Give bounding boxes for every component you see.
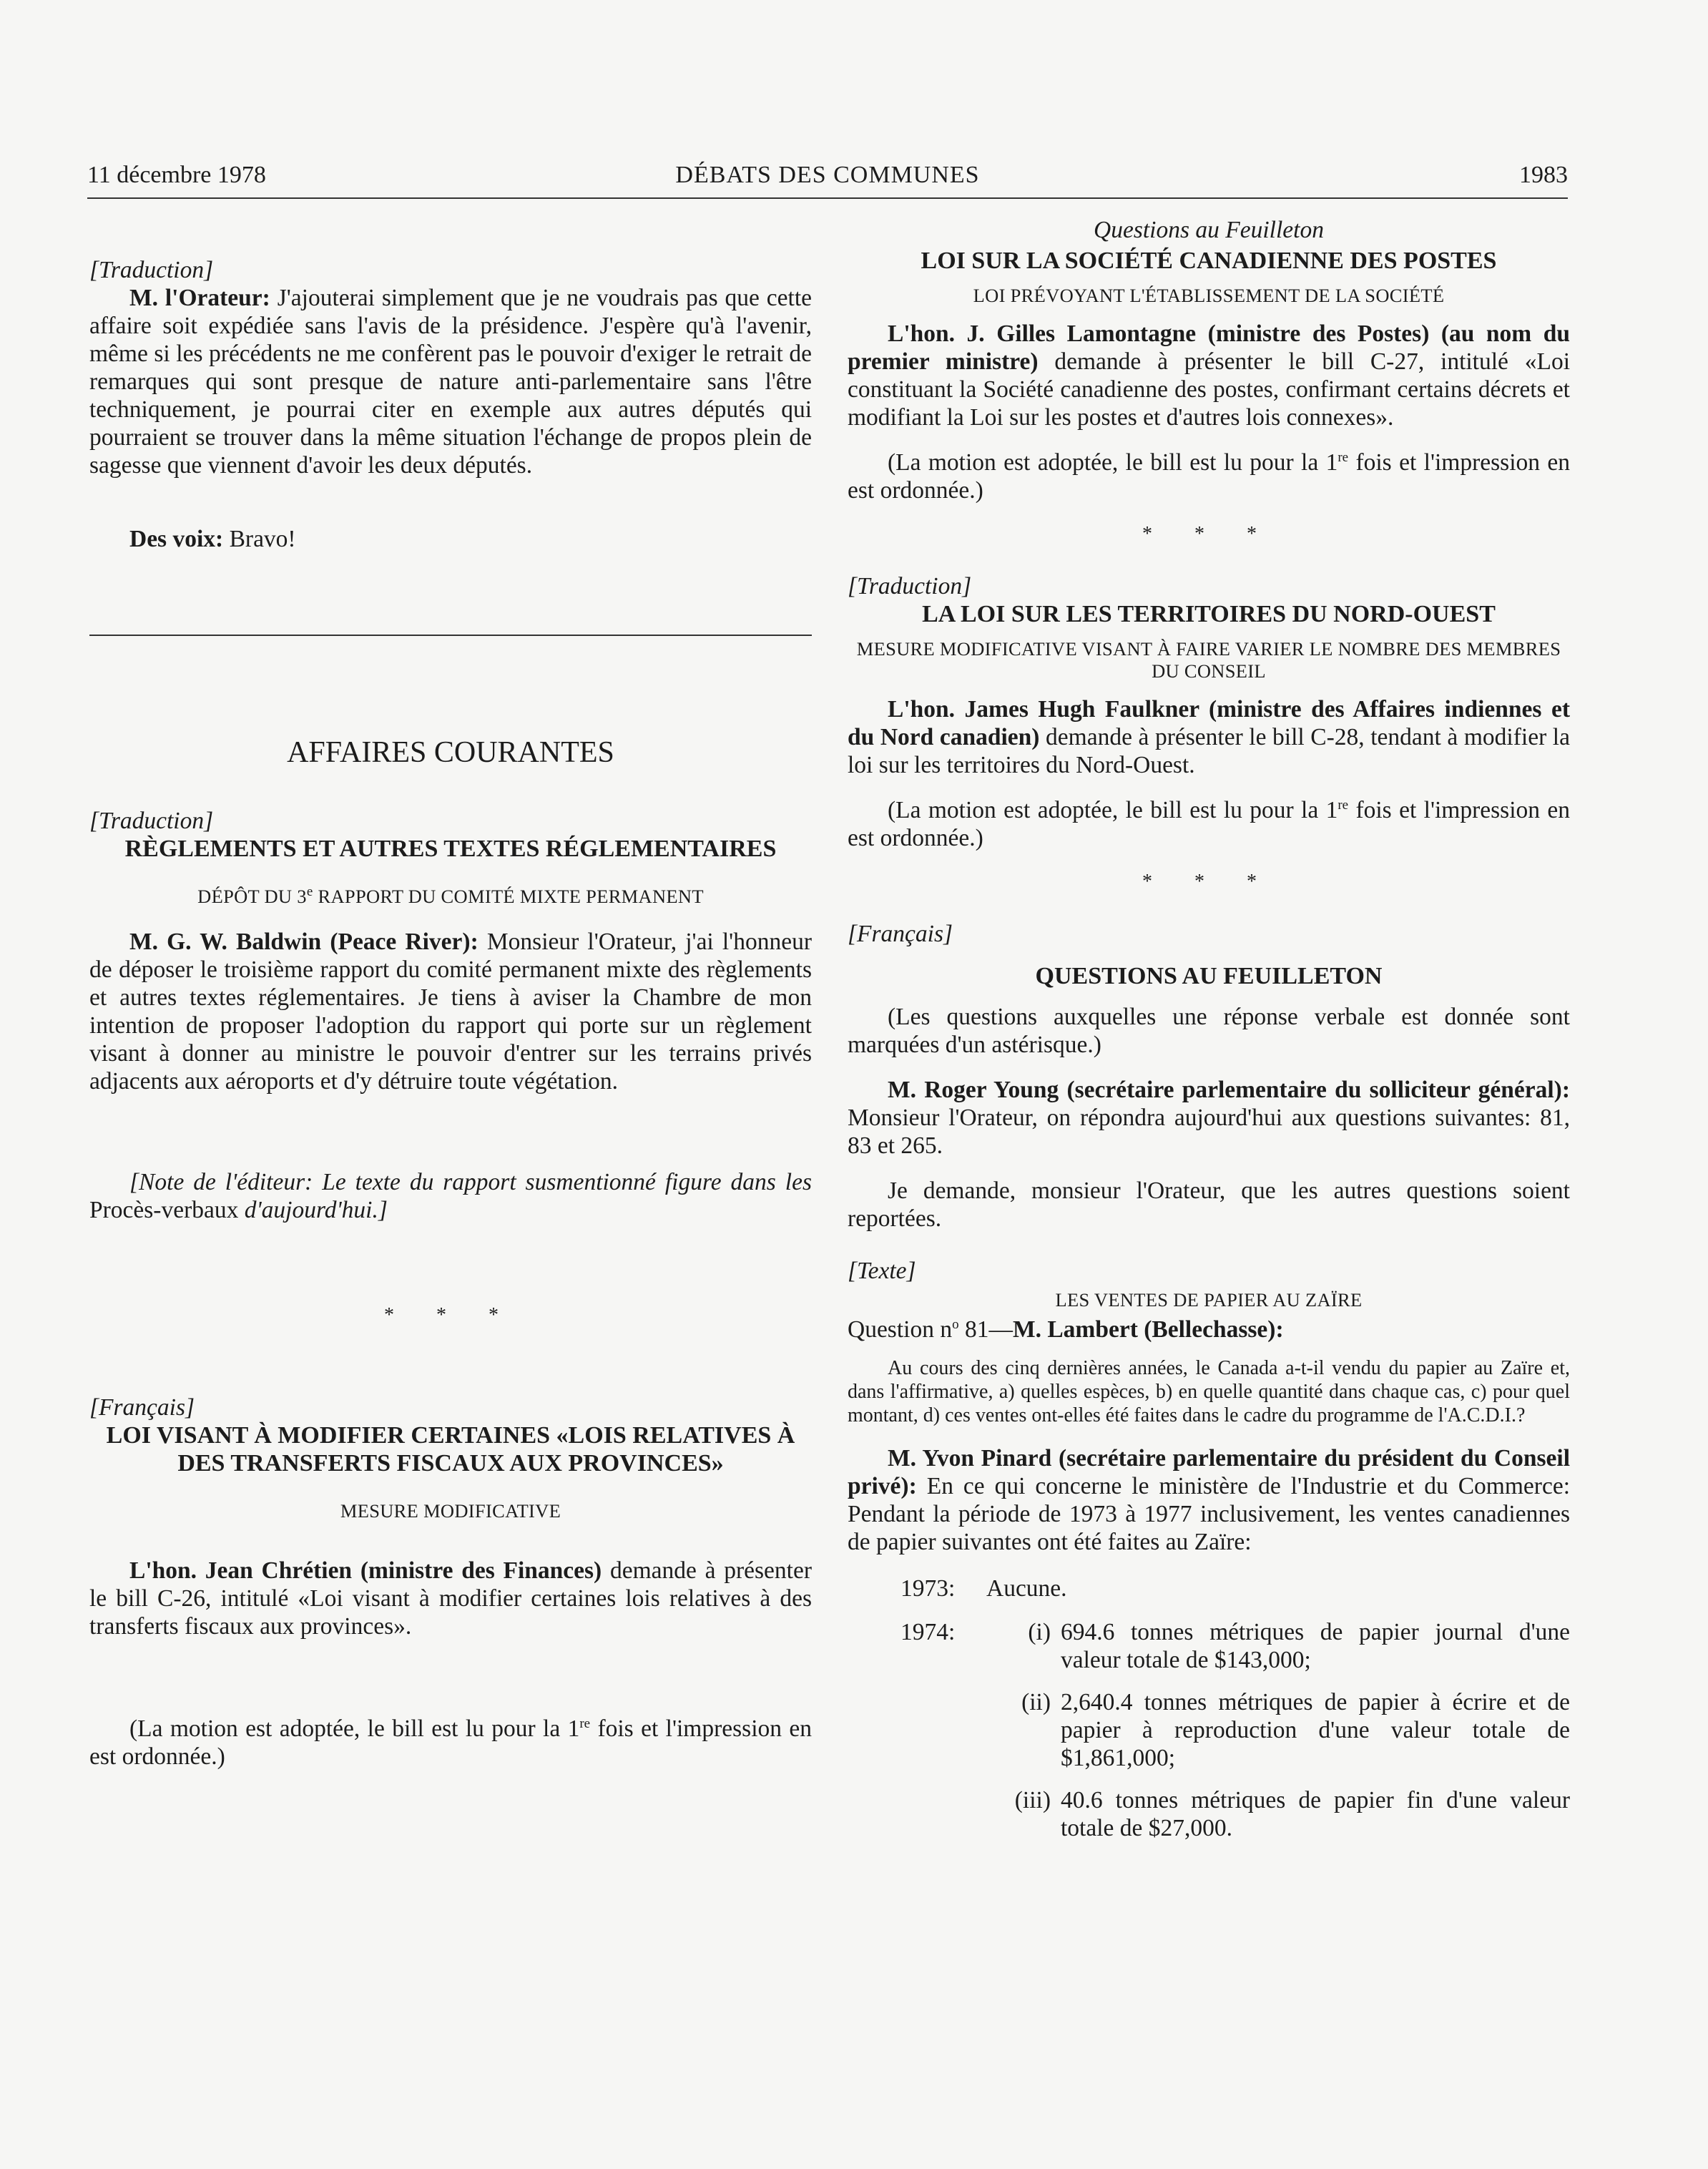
item-title: LOI VISANT À MODIFIER CERTAINES «LOIS RELATIVES À DES TRANSFERTS FISCAUX AUX PROVINCES» xyxy=(106,1422,795,1477)
left-column xyxy=(89,243,812,1771)
header-title: DÉBATS DES COMMUNES xyxy=(675,162,980,188)
header-date: 11 décembre 1978 xyxy=(87,162,266,188)
item-number: (i) xyxy=(1028,1619,1051,1645)
paragraph xyxy=(848,320,1570,431)
section-divider xyxy=(89,635,812,636)
motion-text: (La motion est adoptée, le bill est lu pour la 1 xyxy=(888,449,1338,476)
item-title: LOI SUR LA SOCIÉTÉ CANADIENNE DES POSTES xyxy=(921,248,1497,274)
year-label: 1973: xyxy=(900,1575,956,1602)
question-label: Question n xyxy=(848,1316,953,1343)
motion-text: fois et l'impression en est ordonnée.) xyxy=(848,449,1570,504)
list-item xyxy=(986,1688,1570,1772)
running-head: Questions au Feuilleton xyxy=(1094,217,1324,243)
language-tag: [Français] xyxy=(89,1394,195,1421)
speaker-name: M. Yvon Pinard (secrétaire parlementaire du président du Conseil privé): xyxy=(848,1445,1570,1499)
note-text: d'aujourd'hui.] xyxy=(238,1197,388,1223)
motion-result xyxy=(848,449,1570,504)
item-list xyxy=(986,1618,1570,1842)
paragraph xyxy=(89,525,812,553)
superscript: o xyxy=(952,1316,959,1332)
question-number: 81— xyxy=(958,1316,1013,1343)
item-text: 694.6 tonnes métriques de papier journal d'une valeur totale de $143,000; xyxy=(1061,1619,1570,1673)
language-tag: [Traduction] xyxy=(848,573,972,599)
speaker-name: L'hon. James Hugh Faulkner (ministre des Affaires indiennes et du Nord canadien) xyxy=(848,696,1570,750)
item-text: 40.6 tonnes métriques de papier fin d'une valeur totale de $27,000. xyxy=(1061,1787,1570,1841)
superscript: re xyxy=(579,1715,591,1731)
motion-text: (La motion est adoptée, le bill est lu pour la 1 xyxy=(129,1715,580,1742)
item-title: LA LOI SUR LES TERRITOIRES DU NORD-OUEST xyxy=(922,601,1496,627)
speech-text: J'ajouterai simplement que je ne voudrais pas que cette affaire soit expédiée sans l'avis de la présidence. J'espère qu'à l'avenir, même si les précédents ne me confèrent pas le pouvoir d'exiger le retrait de remarques qui sont presque de nature anti-parlementaire sans l'être techniquement, je pourrai citer en exemple aux autres députés qui pourraient se trouver dans la même situation l'échange de propos plein de sagesse que viennent d'avoir les deux députés. xyxy=(89,285,813,479)
list-item xyxy=(986,1786,1570,1842)
editor-note xyxy=(89,1168,812,1224)
speech-text: Monsieur l'Orateur, j'ai l'honneur de déposer le troisième rapport du comité permanent mixte des règlements et autres textes réglementaires. Je tiens à aviser la Chambre de mon intention de proposer l'adoption du rapport qui porte sur un règlement visant à donner au ministre le pouvoir d'entrer sur les terrains privés adjacents aux aéroports et d'y détruire toute végétation. xyxy=(89,929,812,1095)
language-tag: [Traduction] xyxy=(89,257,214,283)
note-text: [Note de l'éditeur: Le texte du rapport susmentionné figure dans les xyxy=(129,1169,812,1195)
question-heading xyxy=(848,1316,1570,1343)
speaker-name: Des voix: xyxy=(129,526,224,552)
motion-result xyxy=(848,796,1570,852)
motion-result xyxy=(89,1715,812,1771)
paragraph xyxy=(848,1444,1570,1556)
motion-text: (La motion est adoptée, le bill est lu pour la 1 xyxy=(888,797,1338,823)
question-text: Au cours des cinq dernières années, le Canada a-t-il vendu du papier au Zaïre et, dans l'affirmative, a) quelles espèces, b) en quelle quantité dans chaque cas, c) pour quel montant, d) ces ventes ont-elles été faites dans le cadre du programme de l'A.C.D.I.? xyxy=(848,1357,1570,1426)
paragraph xyxy=(848,1076,1570,1160)
speech-text: demande à présenter le bill C-27, intitulé «Loi constituant la Société canadienne des postes, confirmant certains décrets et modifiant la Loi sur les postes et d'autres lois connexes». xyxy=(848,348,1570,431)
paragraph xyxy=(89,928,812,1095)
speech-text: Monsieur l'Orateur, on répondra aujourd'hui aux questions suivantes: 81, 83 et 265. xyxy=(848,1105,1570,1159)
sales-list xyxy=(900,1575,1570,1842)
speech-text: demande à présenter le bill C-26, intitulé «Loi visant à modifier certaines lois relatives à des transferts fiscaux aux provinces». xyxy=(89,1557,812,1640)
speaker-name: M. Lambert (Bellechasse): xyxy=(1012,1316,1284,1343)
speaker-name: M. l'Orateur: xyxy=(129,285,270,311)
subtitle-text: RAPPORT DU COMITÉ MIXTE PERMANENT xyxy=(313,886,704,907)
speaker-name: L'hon. J. Gilles Lamontagne (ministre des Postes) (au nom du premier ministre) xyxy=(848,320,1570,375)
paragraph: Je demande, monsieur l'Orateur, que les autres questions soient reportées. xyxy=(848,1177,1570,1232)
speech-text: demande à présenter le bill C-28, tendant à modifier la loi sur les territoires du Nord-Ouest. xyxy=(848,724,1570,778)
section-separator: * * * xyxy=(1142,871,1275,893)
superscript: re xyxy=(1338,797,1349,813)
item-title: RÈGLEMENTS ET AUTRES TEXTES RÉGLEMENTAIRES xyxy=(124,836,777,862)
paragraph xyxy=(89,284,812,479)
year-row xyxy=(900,1618,1570,1842)
subtitle-text: DÉPÔT DU 3 xyxy=(197,886,307,907)
motion-text: fois et l'impression en est ordonnée.) xyxy=(848,797,1570,851)
right-column xyxy=(848,216,1570,1842)
item-subtitle: LES VENTES DE PAPIER AU ZAÏRE xyxy=(1055,1289,1363,1311)
speaker-name: M. Roger Young (secrétaire parlementaire du solliciteur général): xyxy=(888,1077,1570,1103)
language-tag: [Traduction] xyxy=(89,808,214,834)
year-label: 1974: xyxy=(900,1619,956,1645)
paragraph xyxy=(89,1557,812,1640)
item-number: (iii) xyxy=(1014,1787,1051,1813)
list-item xyxy=(986,1618,1570,1674)
section-title: AFFAIRES COURANTES xyxy=(287,736,614,769)
speaker-name: L'hon. Jean Chrétien (ministre des Finances) xyxy=(129,1557,602,1584)
paragraph: (Les questions auxquelles une réponse verbale est donnée sont marquées d'un astérisque.) xyxy=(848,1004,1570,1058)
item-title: QUESTIONS AU FEUILLETON xyxy=(1035,963,1383,989)
superscript: e xyxy=(306,884,313,900)
item-subtitle: LOI PRÉVOYANT L'ÉTABLISSEMENT DE LA SOCIÉTÉ xyxy=(973,285,1445,306)
motion-text: fois et l'impression en est ordonnée.) xyxy=(89,1715,812,1770)
page-header xyxy=(87,162,1568,199)
section-separator: * * * xyxy=(1142,523,1275,545)
language-tag: [Français] xyxy=(848,921,953,947)
page-number: 1983 xyxy=(1519,162,1568,188)
speech-text: Bravo! xyxy=(229,526,296,552)
superscript: re xyxy=(1338,449,1349,465)
item-subtitle: MESURE MODIFICATIVE VISANT À FAIRE VARIER LE NOMBRE DES MEMBRES DU CONSEIL xyxy=(856,638,1561,682)
language-tag: [Texte] xyxy=(848,1258,916,1284)
section-separator: * * * xyxy=(384,1304,517,1326)
item-subtitle: MESURE MODIFICATIVE xyxy=(340,1500,561,1522)
speech-text: En ce qui concerne le ministère de l'Industrie et du Commerce: Pendant la période de 1973 à 1977 inclusivement, les ventes canadiennes de papier suivantes ont été faites au Zaïre: xyxy=(848,1473,1570,1555)
year-text: Aucune. xyxy=(986,1575,1067,1602)
item-text: 2,640.4 tonnes métriques de papier à écrire et de papier à reproduction d'une valeur totale de $1,861,000; xyxy=(1061,1689,1570,1771)
note-text: Procès-verbaux xyxy=(89,1197,239,1223)
paragraph xyxy=(848,695,1570,779)
speaker-name: M. G. W. Baldwin (Peace River): xyxy=(129,929,478,955)
year-row xyxy=(900,1575,1570,1602)
item-subtitle xyxy=(89,886,812,908)
item-number: (ii) xyxy=(1021,1689,1051,1715)
